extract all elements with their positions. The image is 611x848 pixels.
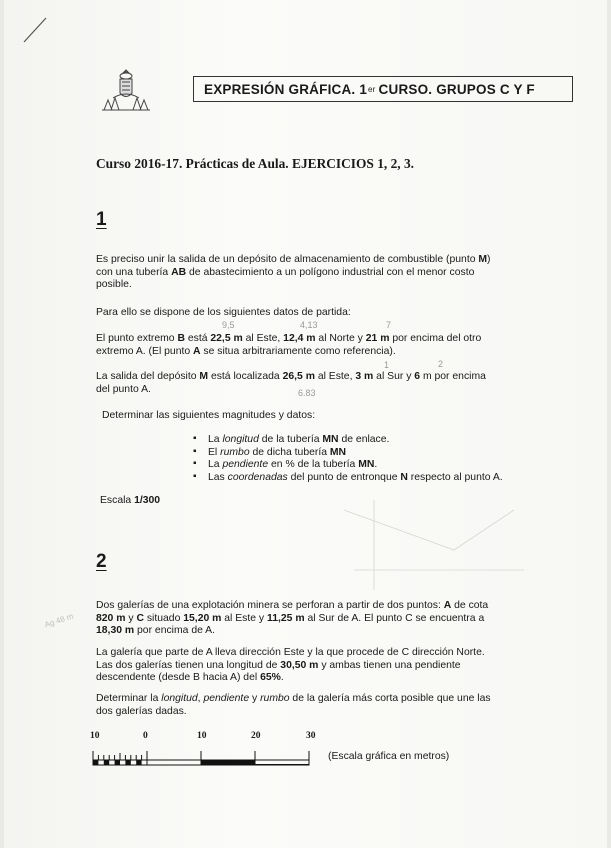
university-crest-logo (99, 68, 153, 112)
exercise-2-number: 2 (96, 551, 107, 572)
show-through-drawing (334, 490, 534, 600)
exercise-1-scale: Escala 1/300 (100, 495, 161, 506)
exercise-1-paragraph-5: Determinar las siguientes magnitudes y datos: (102, 410, 316, 421)
course-line: Curso 2016-17. Prácticas de Aula. EJERCICIOS 1, 2, 3. (96, 156, 415, 171)
exercise-1-paragraph-2: Para ello se dispone de los siguientes datos de partida: (96, 307, 351, 318)
document-page (4, 0, 607, 848)
exercise-1-bullet-list (193, 434, 503, 484)
scale-bar-graphic (91, 743, 321, 767)
pencil-note: 2 (438, 359, 444, 369)
pencil-note: 9,5 (222, 320, 235, 330)
scale-caption: (Escala gráfica en metros) (328, 751, 450, 762)
scale-tick-label: 20 (251, 731, 261, 741)
pencil-note: 7 (386, 320, 392, 330)
exercise-2-paragraph-1: Dos galerías de una explotación minera se perforan a partir de dos puntos: A de cota 820 m y C situado 15,20 m al Este y 11,25 m al Sur de A. El punto C se encuentra a 18,30 m por encima de A. (96, 600, 489, 637)
exercise-1-number: 1 (96, 209, 107, 230)
header-title-pre: EXPRESIÓN GRÁFICA. 1 (204, 81, 368, 97)
pencil-note: 6.83 (298, 388, 316, 398)
scale-tick-label: 0 (143, 731, 148, 741)
bullet-item: ▪ La longitud de la tubería MN de enlace. (193, 434, 503, 447)
bullet-item: ▪ La pendiente en % de la tubería MN. (193, 459, 503, 472)
scale-tick-label: 30 (306, 731, 316, 741)
bullet-item: ▪ El rumbo de dicha tubería MN (193, 447, 503, 460)
pencil-stroke (22, 14, 48, 44)
exercise-2-paragraph-3: Determinar la longitud, pendiente y rumbo de la galería más corta posible que une las dos galerías dadas. (96, 693, 491, 717)
course-header-box (193, 76, 573, 102)
scale-tick-label: 10 (90, 731, 100, 741)
header-title-post: CURSO. GRUPOS C Y F (378, 81, 535, 97)
pencil-note: 4,13 (300, 320, 318, 330)
exercise-1-paragraph-1: Es preciso unir la salida de un depósito de almacenamiento de combustible (punto M) con una tubería AB de abastecimiento a un polígono industrial con el menor costo posible. (96, 254, 491, 291)
exercise-1-paragraph-4: La salida del depósito M está localizada 26,5 m al Este, 3 m al Sur y 6 m por encima del punto A. (96, 371, 486, 395)
header-title-superscript: er (368, 84, 376, 94)
ghost-text: Ag 48 m (43, 611, 75, 630)
exercise-2-paragraph-2: La galería que parte de A lleva dirección Este y la que procede de C dirección Norte. Las dos galerías tienen una longitud de 30,50 m y ambas tienen una pendiente descendente (desde B hacia A) del 65%. (96, 647, 485, 684)
exercise-1-paragraph-3: El punto extremo B está 22,5 m al Este, 12,4 m al Norte y 21 m por encima del otro extremo A. (El punto A se situa arbitrariamente como referencia). (96, 333, 482, 357)
bullet-item: ▪ Las coordenadas del punto de entronque N respecto al punto A. (193, 472, 503, 485)
pencil-note: 1 (384, 360, 390, 370)
scale-tick-label: 10 (197, 731, 207, 741)
